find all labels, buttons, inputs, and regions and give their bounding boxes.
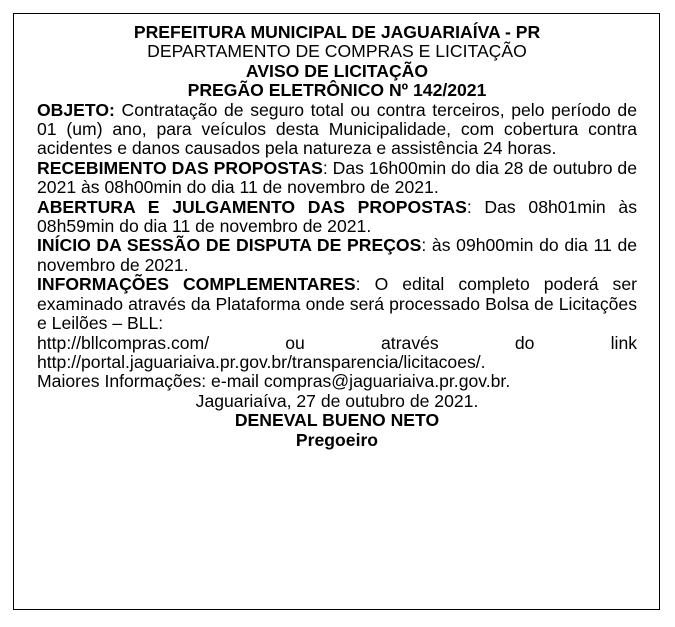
objeto-paragraph [37, 101, 637, 159]
abertura-label: ABERTURA E JULGAMENTO DAS PROPOSTAS [37, 196, 467, 217]
contact-line: Maiores Informações: e-mail compras@jaguariaiva.pr.gov.br. [37, 371, 511, 392]
licitation-notice [13, 13, 660, 610]
informacoes-label: INFORMAÇÕES COMPLEMENTARES [37, 274, 356, 295]
signatory-role: Pregoeiro [295, 429, 379, 450]
auction-number-title: PREGÃO ELETRÔNICO Nº 142/2021 [187, 80, 487, 101]
portal-link[interactable]: http://portal.jaguariaiva.pr.gov.br/transparencia/licitacoes/. [37, 351, 486, 372]
link-word: link [610, 332, 638, 353]
or-word: ou [285, 332, 305, 353]
notice-type-title: AVISO DE LICITAÇÃO [245, 60, 429, 81]
recebimento-paragraph [37, 159, 637, 198]
objeto-text: Contratação de seguro total ou contra terceiros, pelo período de 01 (um) ano, para veículos desta Municipalidade, com cobertura contra acidentes e danos causados pela natureza e assistência 24 horas. [37, 99, 637, 159]
municipality-title: PREFEITURA MUNICIPAL DE JAGUARIAÍVA - PR [133, 22, 541, 42]
of-word: do [514, 332, 535, 353]
abertura-text: : Das 08h01min às 08h59min do dia 11 de novembro de 2021. [37, 196, 637, 237]
inicio-label: INÍCIO DA SESSÃO DE DISPUTA DE PREÇOS [37, 235, 422, 256]
abertura-paragraph [37, 198, 637, 237]
link-line [37, 334, 637, 353]
inicio-paragraph [37, 236, 637, 275]
notice-header [37, 23, 637, 101]
portal-link-line [37, 353, 637, 372]
through-word: através [381, 332, 439, 353]
informacoes-paragraph [37, 275, 637, 333]
place-date: Jaguariaíva, 27 de outubro de 2021. [195, 390, 479, 411]
objeto-label: OBJETO: [37, 99, 115, 120]
informacoes-text: : O edital completo poderá ser examinado através da Plataforma onde será processado Bolsa de Licitações e Leilões – BLL: [37, 274, 637, 334]
bll-link[interactable]: http://bllcompras.com/ [37, 332, 210, 353]
recebimento-text: : Das 16h00min do dia 28 de outubro de 2021 às 08h00min do dia 11 de novembro de 2021. [37, 157, 637, 198]
department-title: DEPARTAMENTO DE COMPRAS E LICITAÇÃO [147, 41, 527, 62]
inicio-text: : às 09h00min do dia 11 de novembro de 2021. [37, 235, 638, 275]
recebimento-label: RECEBIMENTO DAS PROPOSTAS [37, 157, 323, 178]
signatory-name: DENEVAL BUENO NETO [234, 410, 440, 431]
